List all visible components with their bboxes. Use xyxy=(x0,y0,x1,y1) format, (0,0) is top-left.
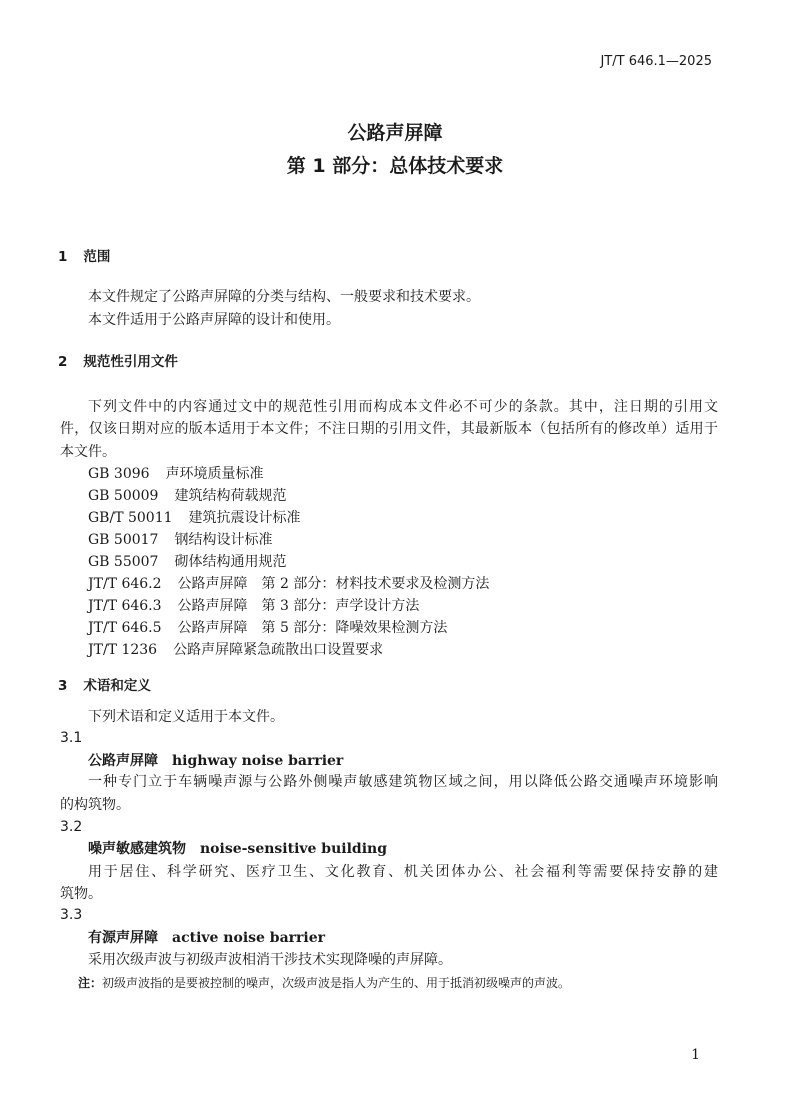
reference-title: 砌体结构通用规范 xyxy=(174,554,287,570)
definition-line: 采用次级声波与初级声波相消干涉技术实现降噪的声屏障。 xyxy=(88,952,452,968)
definition-line: 的构筑物。 xyxy=(60,797,130,813)
definition-line: 用于居住、科学研究、医疗卫生、文化教育、机关团体办公、社会福利等需要保持安静的建 xyxy=(88,864,718,880)
reference-code: GB 50009 xyxy=(88,488,159,504)
section-number: 1 xyxy=(58,249,68,265)
note-label: 注： xyxy=(78,976,103,990)
reference-item xyxy=(88,619,447,637)
term-en: active noise barrier xyxy=(172,930,326,946)
title-line-2: 第 1 部分：总体技术要求 xyxy=(286,155,504,177)
paragraph-line: 本文件。 xyxy=(60,444,116,460)
paragraph-line: 件，仅该日期对应的版本适用于本文件；不注日期的引用文件，其最新版本（包括所有的修改单）适用于 xyxy=(60,421,718,437)
section-1-heading xyxy=(58,248,110,266)
section-title: 术语和定义 xyxy=(83,678,151,694)
reference-title: 公路声屏障 第 5 部分：降噪效果检测方法 xyxy=(177,620,448,636)
section-number: 2 xyxy=(58,354,68,370)
reference-title: 建筑抗震设计标准 xyxy=(188,510,301,526)
reference-title: 公路声屏障 第 3 部分：声学设计方法 xyxy=(177,598,420,614)
section-title: 规范性引用文件 xyxy=(83,354,178,370)
term-heading xyxy=(88,752,343,770)
definition-line: 一种专门立于车辆噪声源与公路外侧噪声敏感建筑物区域之间，用以降低公路交通噪声环境影响 xyxy=(88,774,718,790)
reference-code: JT/T 1236 xyxy=(88,642,158,658)
reference-code: JT/T 646.5 xyxy=(88,620,162,636)
paragraph: 本文件规定了公路声屏障的分类与结构、一般要求和技术要求。 xyxy=(88,289,480,305)
definition-line: 筑物。 xyxy=(60,886,102,902)
reference-title: 建筑结构荷载规范 xyxy=(174,488,287,504)
section-title: 范围 xyxy=(83,249,111,265)
reference-item xyxy=(88,487,286,505)
reference-code: GB 55007 xyxy=(88,554,159,570)
title-line-1: 公路声屏障 xyxy=(347,122,443,144)
term-zh: 噪声敏感建筑物 xyxy=(88,841,186,857)
reference-item xyxy=(88,641,383,659)
term-en: highway noise barrier xyxy=(172,753,344,769)
reference-title: 钢结构设计标准 xyxy=(174,532,273,548)
page-number: 1 xyxy=(691,1047,700,1063)
note xyxy=(78,974,570,992)
term-zh: 公路声屏障 xyxy=(88,753,158,769)
reference-code: GB 3096 xyxy=(88,466,150,482)
term-number: 3.3 xyxy=(60,907,83,923)
note-text: 初级声波指的是要被控制的噪声，次级声波是指人为产生的、用于抵消初级噪声的声波。 xyxy=(102,976,571,990)
reference-code: GB 50017 xyxy=(88,532,159,548)
term-number: 3.2 xyxy=(60,819,83,835)
section-2-heading xyxy=(58,353,178,371)
term-heading xyxy=(88,929,325,947)
reference-title: 公路声屏障 第 2 部分：材料技术要求及检测方法 xyxy=(177,576,490,592)
paragraph-line: 下列文件中的内容通过文中的规范性引用而构成本文件必不可少的条款。其中，注日期的引用文 xyxy=(88,399,718,415)
reference-title: 公路声屏障紧急疏散出口设置要求 xyxy=(173,642,384,658)
reference-item xyxy=(88,531,272,549)
paragraph: 本文件适用于公路声屏障的设计和使用。 xyxy=(88,312,340,328)
reference-code: JT/T 646.3 xyxy=(88,598,162,614)
term-heading xyxy=(88,840,387,858)
reference-item xyxy=(88,465,264,483)
reference-item xyxy=(88,575,489,593)
term-en: noise-sensitive building xyxy=(200,841,387,857)
reference-item xyxy=(88,509,301,527)
reference-item xyxy=(88,597,419,615)
reference-title: 声环境质量标准 xyxy=(165,466,264,482)
document-number: JT/T 646.1—2025 xyxy=(600,54,712,69)
term-number: 3.1 xyxy=(60,730,83,746)
reference-item xyxy=(88,553,286,571)
section-3-heading xyxy=(58,677,151,695)
section-number: 3 xyxy=(58,678,68,694)
term-zh: 有源声屏障 xyxy=(88,930,158,946)
paragraph: 下列术语和定义适用于本文件。 xyxy=(88,709,284,725)
reference-code: GB/T 50011 xyxy=(88,510,173,526)
reference-code: JT/T 646.2 xyxy=(88,576,162,592)
